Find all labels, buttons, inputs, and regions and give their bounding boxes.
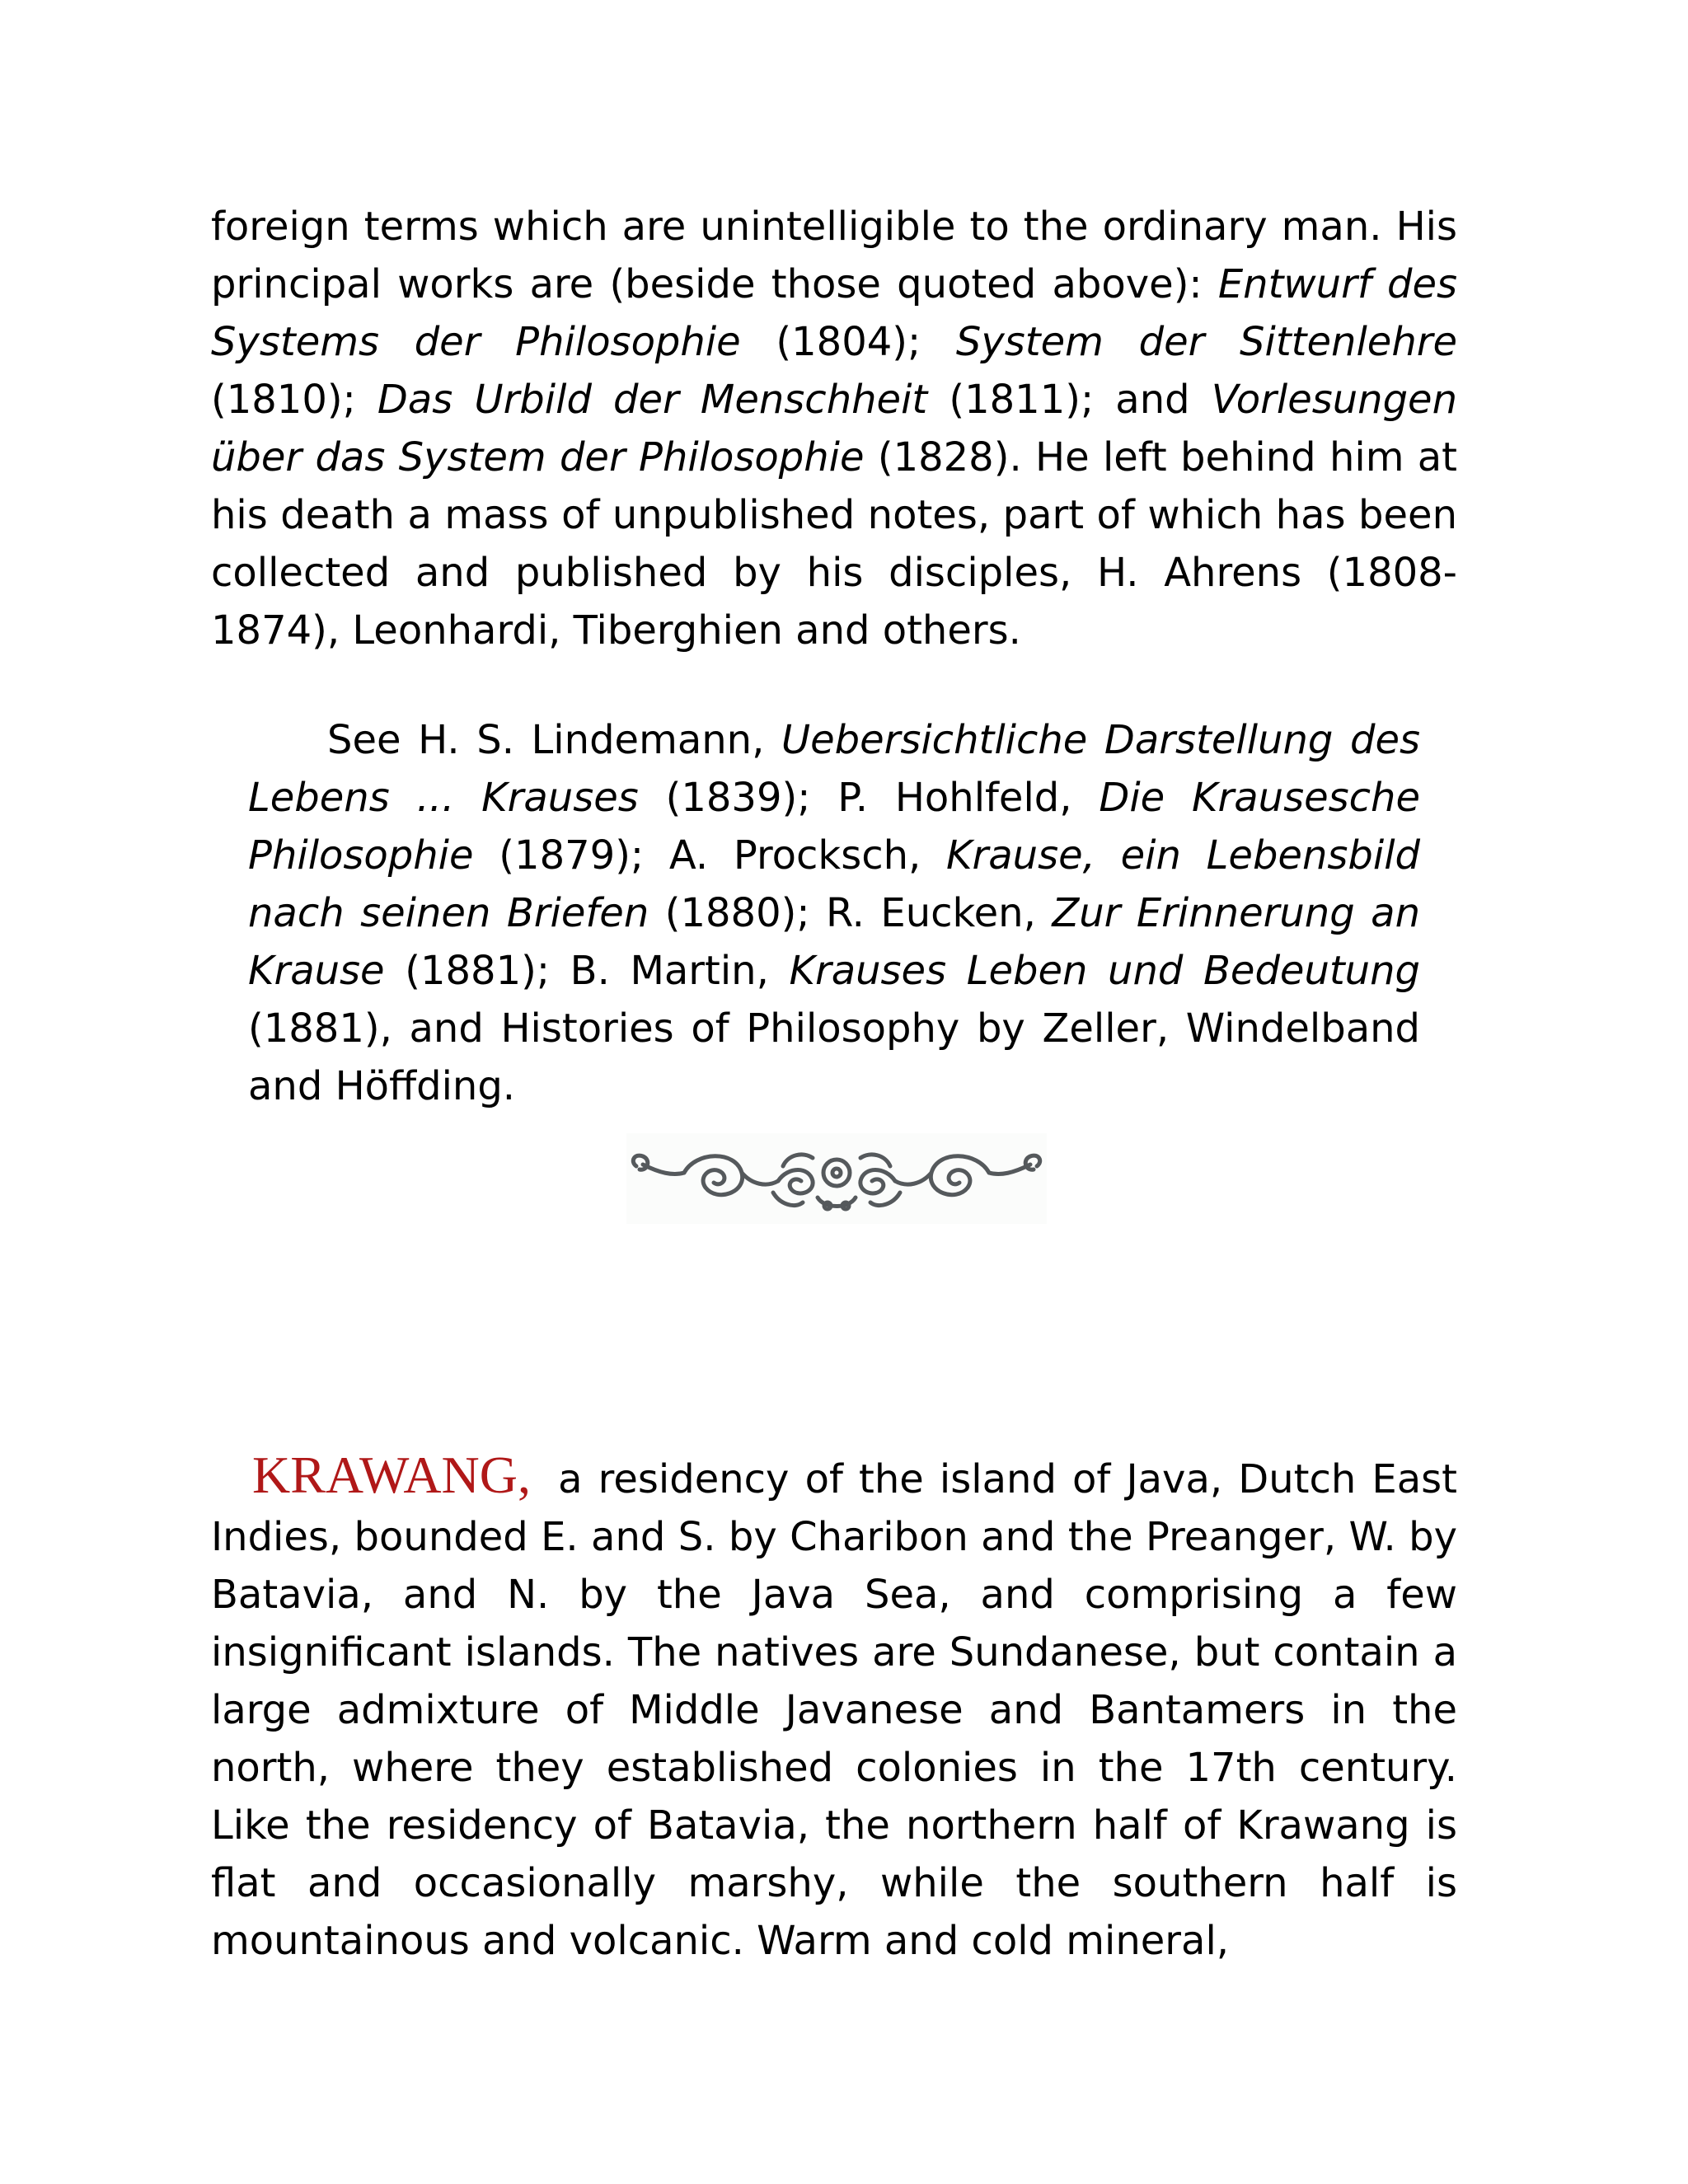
text-run: (1881), and Histories of Philosophy by Zeller, Windelband and Höffding. bbox=[248, 1005, 1420, 1109]
text-run: (1881); B. Martin, bbox=[384, 948, 790, 994]
text-run: (1880); R. Eucken, bbox=[649, 890, 1053, 936]
text-run: (1810); bbox=[211, 377, 377, 423]
work-title: System der Sittenlehre bbox=[955, 319, 1458, 365]
encyclopedia-entry-krawang bbox=[211, 1446, 1457, 1970]
work-title: Die Krausesche Philosophie bbox=[248, 775, 1420, 879]
work-title: Zur Erinnerung an Krause bbox=[248, 890, 1420, 994]
text-run: a residency of the island of Java, Dutch East Indies, bounded E. and S. by Charibon and the Preanger, W. by Batavia, and N. by the Java Sea, and comprising a few insignificant islands. The natives are Sundanese, but contain a large admixture of Middle Javanese and Bantamers in the north, where they established colonies in the 17th century. Like the residency of Batavia, the northern half of Krawang is flat and occasionally marshy, while the southern half is mountainous and volcanic. Warm and cold mineral, bbox=[211, 1456, 1457, 1964]
work-title: Entwurf des Systems der Philosophie bbox=[211, 261, 1457, 365]
work-title: Krause, ein Lebensbild nach seinen Briefen bbox=[248, 832, 1420, 936]
work-title: Krauses Leben und Bedeutung bbox=[789, 948, 1420, 994]
text-run: (1811); and bbox=[927, 377, 1212, 423]
scroll-flourish-divider-icon bbox=[626, 1133, 1047, 1224]
text-run: (1879); A. Procksch, bbox=[473, 832, 947, 879]
paragraph-krause-works bbox=[211, 198, 1457, 659]
text-run: foreign terms which are unintelligible to the ordinary man. His principal works are (beside those quoted above): bbox=[211, 204, 1457, 307]
paragraph-krawang bbox=[211, 1446, 1457, 1970]
text-run: (1839); P. Hohlfeld, bbox=[638, 775, 1100, 821]
work-title: Das Urbild der Menschheit bbox=[377, 377, 928, 423]
entry-headword: KRAWANG, bbox=[252, 1446, 531, 1504]
bibliography-note bbox=[248, 711, 1420, 1115]
work-title: Vorlesungen über das System der Philosophie bbox=[211, 377, 1457, 480]
text-run: (1828). He left behind him at his death a mass of unpublished notes, part of which has been collected and published by his disciples, H. Ahrens (1808-1874), Leonhardi, Tiberghien and others. bbox=[211, 434, 1457, 654]
text-run: (1804); bbox=[740, 319, 956, 365]
text-run: See H. S. Lindemann, bbox=[327, 717, 781, 763]
work-title: Uebersichtliche Darstellung des Lebens ... Krauses bbox=[248, 717, 1420, 821]
page-body bbox=[211, 198, 1457, 1115]
